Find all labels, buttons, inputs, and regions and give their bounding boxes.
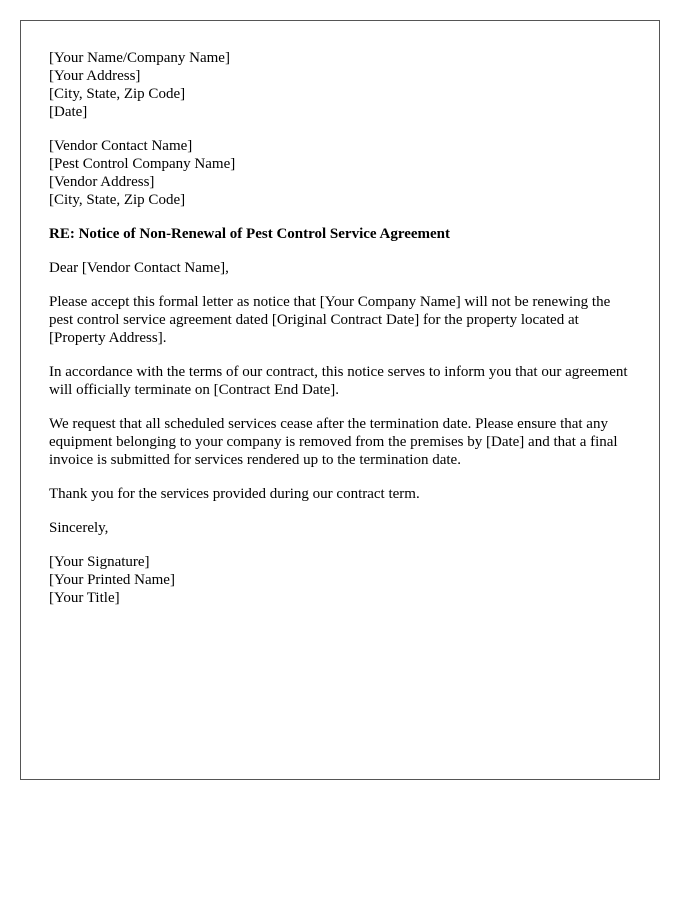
recipient-city-state-zip: [City, State, Zip Code] [49, 192, 186, 208]
body-paragraph: We request that all scheduled services cease after the termination date. Please ensure that any equipment belonging to your company is removed from the premises by [Date] and that a final invoice is submitted for services rendered up to the termination date. [49, 416, 618, 468]
letter-page [20, 20, 660, 780]
recipient-contact-name: [Vendor Contact Name] [49, 138, 193, 154]
body-paragraph: In accordance with the terms of our contract, this notice serves to inform you that our agreement will officially terminate on [Contract End Date]. [49, 364, 628, 398]
signature-line: [Your Signature] [49, 554, 150, 570]
sender-address: [Your Address] [49, 68, 141, 84]
body-paragraph: Thank you for the services provided during our contract term. [49, 486, 420, 502]
signer-title: [Your Title] [49, 590, 120, 606]
sender-name: [Your Name/Company Name] [49, 50, 230, 66]
letter-date: [Date] [49, 104, 88, 120]
body-paragraph: Please accept this formal letter as notice that [Your Company Name] will not be renewing the pest control service agreement dated [Original Contract Date] for the property located at [Property Address]. [49, 294, 611, 346]
recipient-block [49, 137, 631, 209]
sender-city-state-zip: [City, State, Zip Code] [49, 86, 186, 102]
sender-block [49, 49, 631, 121]
subject-line: RE: Notice of Non-Renewal of Pest Control Service Agreement [49, 226, 451, 242]
recipient-company: [Pest Control Company Name] [49, 156, 236, 172]
signature-block [49, 553, 631, 607]
recipient-address: [Vendor Address] [49, 174, 155, 190]
closing: Sincerely, [49, 520, 109, 536]
salutation: Dear [Vendor Contact Name], [49, 260, 229, 276]
printed-name: [Your Printed Name] [49, 572, 175, 588]
